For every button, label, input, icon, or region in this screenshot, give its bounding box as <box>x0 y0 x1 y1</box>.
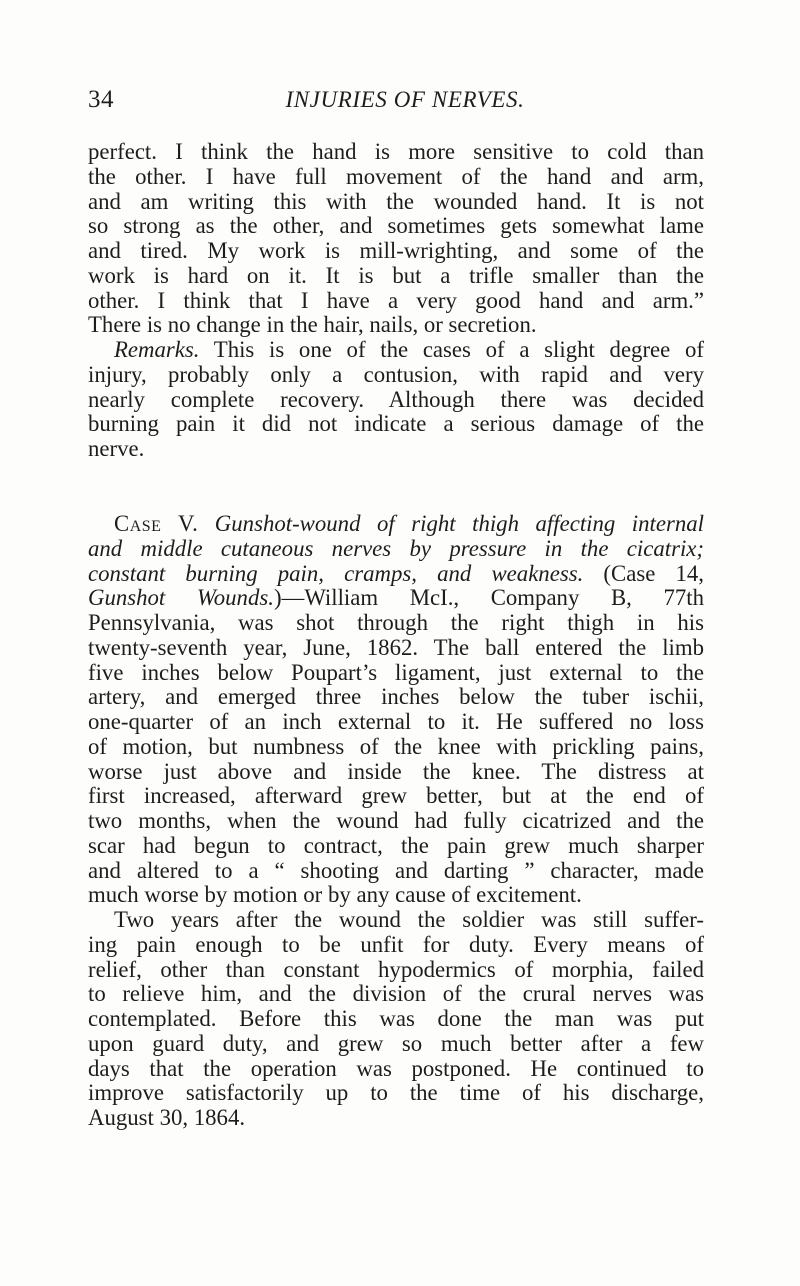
text-line: to relieve him, and the division of the crural nerves was <box>88 981 704 1007</box>
text-line: worse just above and inside the knee. The distress at <box>88 758 704 784</box>
text-line: the other. I have full movement of the hand and arm, <box>88 163 704 189</box>
text-line: injury, probably only a contusion, with rapid and very <box>88 361 704 387</box>
page-number: 34 <box>88 86 114 113</box>
text-line: contemplated. Before this was done the man was put <box>88 1006 704 1031</box>
text-line: first increased, afterward grew better, but at the end of <box>88 783 704 809</box>
text-line: nearly complete recovery. Although there was decided <box>88 386 704 412</box>
text-line: relief, other than constant hypodermics of morphia, failed <box>88 956 704 982</box>
text-line: ing pain enough to be unfit for duty. Every means of <box>88 931 704 957</box>
remarks-first-line <box>88 338 704 363</box>
case-reference: (Case 14, <box>583 560 704 586</box>
case-reference-line <box>88 586 704 611</box>
text-line: other. I think that I have a very good hand and arm.” <box>88 287 704 313</box>
text-line: and am writing this with the wounded hand. It is not <box>88 188 704 214</box>
case-label: Case V. <box>114 511 199 536</box>
text-line: August 30, 1864. <box>88 1105 246 1130</box>
text-line: one-quarter of an inch external to it. He suffered no loss <box>88 709 704 734</box>
text-line: and tired. My work is mill-wrighting, and some of the <box>88 238 704 263</box>
text-line: days that the operation was postponed. He continued to <box>88 1055 704 1081</box>
paragraph-case-five <box>88 512 704 1131</box>
paragraph-patient-statement <box>88 140 704 462</box>
text-line: Pennsylvania, was shot through the right thigh in his <box>88 610 704 635</box>
text-line: so strong as the other, and sometimes gets somewhat lame <box>88 213 704 239</box>
case-title-line <box>88 562 704 587</box>
text-line: five inches below Poupart’s ligament, just external to the <box>88 659 704 685</box>
text-line: Two years after the wound the soldier was still suffer- <box>114 907 704 932</box>
case-reference-source: Gunshot Wounds. <box>88 585 274 611</box>
text-line: twenty-seventh year, June, 1862. The ball entered the limb <box>88 634 704 660</box>
text-line: perfect. I think the hand is more sensitive to cold than <box>88 139 704 164</box>
case-title-line: and middle cutaneous nerves by pressure in the cicatrix; <box>88 535 704 561</box>
text-line: nerve. <box>88 436 145 461</box>
running-head: INJURIES OF NERVES. <box>285 87 525 112</box>
case-heading-line <box>88 512 704 537</box>
text-line: much worse by motion or by any cause of excitement. <box>88 882 582 908</box>
text-line: There is no change in the hair, nails, or secretion. <box>88 312 537 338</box>
text-line: improve satisfactorily up to the time of his discharge, <box>88 1080 704 1106</box>
text-run: This is one of the cases of a slight degree of <box>199 337 704 362</box>
text-line: work is hard on it. It is but a trifle smaller than the <box>88 262 704 288</box>
text-line: scar had begun to contract, the pain grew much sharper <box>88 832 704 858</box>
text-line: burning pain it did not indicate a serious damage of the <box>88 411 704 437</box>
remarks-label: Remarks. <box>114 337 200 362</box>
text-line: and altered to a “ shooting and darting ” character, made <box>88 857 704 883</box>
text-line: of motion, but numbness of the knee with prickling pains, <box>88 733 704 759</box>
text-line: artery, and emerged three inches below the tuber ischii, <box>88 684 704 710</box>
case-title: constant burning pain, cramps, and weakness. <box>88 560 584 586</box>
page-header <box>88 86 702 116</box>
text-run: )—William McI., Company B, 77th <box>273 585 704 611</box>
text-line: upon guard duty, and grew so much better after a few <box>88 1030 704 1056</box>
text-line: two months, when the wound had fully cicatrized and the <box>88 808 704 833</box>
case-title: Gunshot-wound of right thigh affecting internal <box>198 511 704 536</box>
